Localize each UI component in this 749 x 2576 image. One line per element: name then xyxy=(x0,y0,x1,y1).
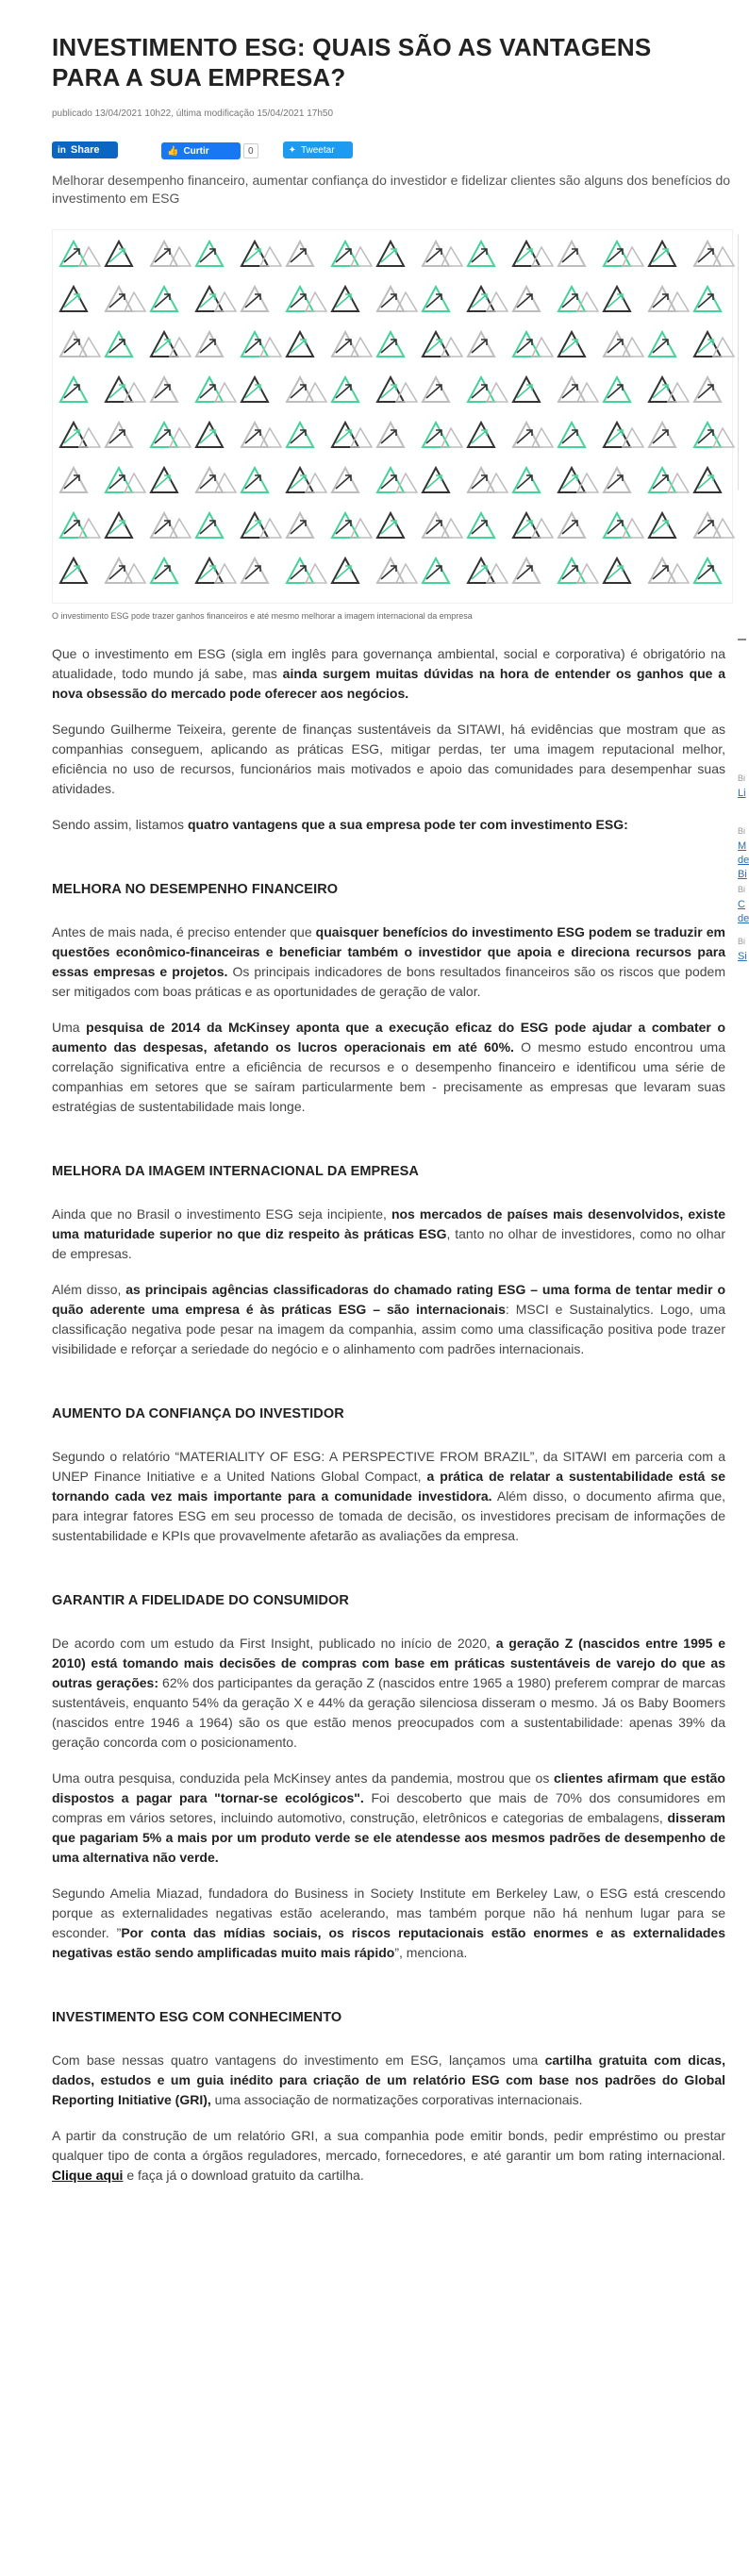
triangle-motif xyxy=(241,468,268,492)
linkedin-icon: in xyxy=(58,144,66,156)
twitter-tweet-label: Tweetar xyxy=(300,144,335,156)
triangle-motif xyxy=(513,377,540,402)
triangle-motif xyxy=(377,377,417,402)
paragraph: Que o investimento em ESG (sigla em inglês para governança ambiental, social e corporativa) é obrigatório na atualidade, todo mundo já sabe, mas ainda surgem muitas dúvidas na hora de entender os ganhos que a nova obsessão do mercado pode oferecer aos negócios. xyxy=(52,646,725,701)
triangle-motif xyxy=(423,513,462,538)
sidebar-item-link[interactable]: Li xyxy=(738,788,746,799)
thumbs-up-icon: 👍 xyxy=(167,145,179,157)
triangle-motif xyxy=(106,513,132,538)
triangle-motif xyxy=(241,287,268,311)
triangle-motif xyxy=(694,468,721,492)
triangle-motif xyxy=(332,513,372,538)
triangle-motif xyxy=(196,513,223,538)
sidebar-item-label: Bi xyxy=(738,885,746,894)
triangle-motif xyxy=(649,423,675,447)
triangle-motif xyxy=(60,332,100,357)
sidebar-item-label: Bi xyxy=(738,826,746,836)
triangle-motif xyxy=(558,287,598,311)
triangle-pattern-illustration xyxy=(53,230,732,603)
triangle-motif xyxy=(604,332,643,357)
triangle-motif xyxy=(106,332,132,357)
linkedin-share-label: Share xyxy=(70,144,100,156)
facebook-like-group xyxy=(161,141,258,160)
triangle-motif xyxy=(694,513,734,538)
triangle-motif xyxy=(377,513,404,538)
triangle-motif xyxy=(196,332,223,357)
triangle-motif xyxy=(513,332,553,357)
triangle-motif xyxy=(649,558,689,583)
triangle-motif xyxy=(241,423,281,447)
twitter-bird-icon: ✦ xyxy=(288,144,296,156)
triangle-motif xyxy=(196,377,236,402)
triangle-motif xyxy=(423,558,449,583)
triangle-motif xyxy=(513,287,540,311)
triangle-motif xyxy=(287,332,313,357)
triangle-motif xyxy=(332,558,358,583)
paragraph: Uma outra pesquisa, conduzida pela McKinsey antes da pandemia, mostrou que os clientes afirmam que estão dispostos a pagar para "tornar-se ecológicos". Foi descoberto que mais de 70% dos consumidores em compras em vários setores, incluindo automotivo, construção, eletrônicos e categorias de embalagens, disseram que pagariam 5% a mais por um produto verde se ele atendesse aos mesmos padrões de desempenho de uma alternativa não verde. xyxy=(52,1770,726,1865)
triangle-motif xyxy=(604,558,630,583)
triangle-motif xyxy=(694,241,734,266)
triangle-motif xyxy=(287,558,326,583)
sidebar-divider xyxy=(738,235,739,490)
triangle-motif xyxy=(468,558,508,583)
download-link[interactable]: Clique aqui xyxy=(52,2168,124,2183)
section-heading: AUMENTO DA CONFIANÇA DO INVESTIDOR xyxy=(52,1406,344,1421)
triangle-motif xyxy=(196,468,236,492)
triangle-motif xyxy=(468,468,508,492)
triangle-motif xyxy=(604,468,630,492)
image-caption: O investimento ESG pode trazer ganhos financeiros e até mesmo melhorar a imagem internacional da empresa xyxy=(52,611,473,621)
triangle-motif xyxy=(60,423,100,447)
triangle-motif xyxy=(287,423,313,447)
triangle-motif xyxy=(423,241,462,266)
triangle-motif xyxy=(558,332,585,357)
triangle-motif xyxy=(423,287,449,311)
triangle-motif xyxy=(106,241,132,266)
triangle-motif xyxy=(151,332,191,357)
sidebar-item-link[interactable]: C de xyxy=(738,899,749,924)
facebook-like-button[interactable] xyxy=(161,142,241,159)
triangle-motif xyxy=(60,287,87,311)
triangle-motif xyxy=(332,377,358,402)
triangle-motif xyxy=(241,513,281,538)
triangle-motif xyxy=(60,377,87,402)
triangle-motif xyxy=(377,423,404,447)
paragraph: Segundo Amelia Miazad, fundadora do Business in Society Institute em Berkeley Law, o ESG está crescendo porque as externalidades negativas estão acelerando, mas também porque não há nenhum lugar para se esconder. ”Por conta das mídias sociais, os riscos reputacionais estão enormes e as externalidades negativas estão sendo amplificadas muito mais rápido”, menciona. xyxy=(52,1886,725,1960)
triangle-motif xyxy=(604,423,643,447)
triangle-motif xyxy=(377,241,404,266)
triangle-motif xyxy=(558,423,585,447)
triangle-motif xyxy=(649,468,689,492)
triangle-motif xyxy=(241,241,281,266)
triangle-motif xyxy=(649,513,675,538)
facebook-like-count: 0 xyxy=(243,143,258,158)
paragraph: Segundo Guilherme Teixeira, gerente de finanças sustentáveis da SITAWI, há evidências que mostram que as companhias conseguem, aplicando as práticas ESG, mitigar perdas, ter uma imagem reputacional melhor, eficiência no uso de recursos, funcionários mais motivados e apoio das comunidades para desempenhar suas atividades. xyxy=(52,722,725,796)
section-heading: GARANTIR A FIDELIDADE DO CONSUMIDOR xyxy=(52,1593,349,1608)
triangle-motif xyxy=(694,377,721,402)
twitter-tweet-button[interactable] xyxy=(283,141,353,158)
triangle-motif xyxy=(558,241,585,266)
triangle-motif xyxy=(377,558,417,583)
triangle-motif xyxy=(60,513,100,538)
section-heading: MELHORA DA IMAGEM INTERNACIONAL DA EMPRESA xyxy=(52,1164,419,1179)
triangle-motif xyxy=(151,468,177,492)
triangle-motif xyxy=(196,287,236,311)
article-banner-image xyxy=(52,229,733,604)
sidebar-item-label: Bi xyxy=(738,773,746,783)
triangle-motif xyxy=(151,287,177,311)
paragraph: Ainda que no Brasil o investimento ESG seja incipiente, nos mercados de países mais desenvolvidos, existe uma maturidade superior no que diz respeito às práticas ESG, tanto no olhar de investidores, como no olhar de empresas. xyxy=(52,1206,726,1261)
triangle-motif xyxy=(196,558,236,583)
triangle-motif xyxy=(241,332,281,357)
triangle-motif xyxy=(377,332,404,357)
triangle-motif xyxy=(151,513,191,538)
triangle-motif xyxy=(151,241,191,266)
triangle-motif xyxy=(60,558,87,583)
triangle-motif xyxy=(332,332,372,357)
triangle-motif xyxy=(106,558,145,583)
triangle-motif xyxy=(287,513,313,538)
triangle-motif xyxy=(377,468,417,492)
triangle-motif xyxy=(151,558,177,583)
triangle-motif xyxy=(694,287,721,311)
triangle-motif xyxy=(287,377,326,402)
triangle-motif xyxy=(241,377,268,402)
triangle-motif xyxy=(106,377,145,402)
sidebar-rule xyxy=(738,639,746,640)
sidebar-item-label: Bi xyxy=(738,937,746,946)
sidebar-item-link[interactable]: M de Bi xyxy=(738,840,749,880)
article-lead: Melhorar desempenho financeiro, aumentar confiança do investidor e fidelizar clientes são alguns dos benefícios do investimento em ESG xyxy=(52,173,731,206)
triangle-motif xyxy=(287,287,326,311)
section-heading: INVESTIMENTO ESG COM CONHECIMENTO xyxy=(52,2010,342,2025)
triangle-motif xyxy=(513,558,540,583)
triangle-motif xyxy=(468,241,494,266)
triangle-motif xyxy=(649,377,689,402)
triangle-motif xyxy=(694,332,734,357)
triangle-motif xyxy=(604,377,630,402)
triangle-motif xyxy=(377,287,417,311)
paragraph: De acordo com um estudo da First Insight, publicado no início de 2020, a geração Z (nascidos entre 1995 e 2010) está tomando mais decisões de compras com base em práticas sustentáveis de varejo do que as outras gerações: 62% dos participantes da geração Z (nascidos entre 1965 a 1980) preferem comprar de marcas sustentáveis, enquanto 54% da geração X e 44% da geração silenciosa disseram o mesmo. Já os Baby Boomers (nascidos entre 1946 a 1964) são os que estão menos preocupados com a sustentabilidade: apenas 39% da geração concorda com o posicionamento. xyxy=(52,1636,726,1750)
triangle-motif xyxy=(106,287,145,311)
paragraph: Segundo o relatório “MATERIALITY OF ESG: A PERSPECTIVE FROM BRAZIL”, da SITAWI em parceria com a UNEP Finance Initiative e a United Nations Global Compact, a prática de relatar a sustentabilidade está se tornando cada vez mais importante para a comunidade investidora. Além disso, o documento afirma que, para integrar fatores ESG em seu processo de tomada de decisão, os investidores precisam de informações de sustentabilidade e KPIs que provavelmente afetarão as avaliações da empresa. xyxy=(52,1449,725,1543)
triangle-motif xyxy=(468,513,494,538)
triangle-motif xyxy=(513,468,540,492)
triangle-motif xyxy=(649,287,689,311)
page-title: INVESTIMENTO ESG: QUAIS SÃO AS VANTAGENS PARA A SUA EMPRESA? xyxy=(52,33,652,91)
triangle-motif xyxy=(604,513,643,538)
triangle-motif xyxy=(151,423,191,447)
triangle-motif xyxy=(513,513,553,538)
triangle-motif xyxy=(106,423,132,447)
triangle-motif xyxy=(332,287,358,311)
triangle-motif xyxy=(332,468,358,492)
triangle-motif xyxy=(558,513,585,538)
triangle-motif xyxy=(60,241,100,266)
paragraph: Uma pesquisa de 2014 da McKinsey aponta que a execução eficaz do ESG pode ajudar a combater o aumento das despesas, afetando os lucros operacionais em até 60%. O mesmo estudo encontrou uma correlação significativa entre a eficiência de recursos e o desempenho financeiro e identificou uma série de companhias em setores que se saíram particularmente bem - precisamente as empresas que levaram suas estratégias de sustentabilidade mais longe. xyxy=(52,1020,725,1114)
triangle-motif xyxy=(423,423,462,447)
triangle-motif xyxy=(558,377,598,402)
sidebar-item-link[interactable]: Si xyxy=(738,951,747,962)
triangle-motif xyxy=(468,332,494,357)
triangle-motif xyxy=(513,241,553,266)
triangle-motif xyxy=(287,468,326,492)
triangle-motif xyxy=(332,241,372,266)
section-heading: MELHORA NO DESEMPENHO FINANCEIRO xyxy=(52,882,339,897)
triangle-motif xyxy=(151,377,177,402)
triangle-motif xyxy=(604,287,630,311)
triangle-motif xyxy=(649,332,675,357)
triangle-motif xyxy=(513,423,553,447)
linkedin-share-button[interactable] xyxy=(52,141,118,158)
triangle-motif xyxy=(60,468,87,492)
triangle-motif xyxy=(694,558,721,583)
triangle-motif xyxy=(423,468,449,492)
triangle-motif xyxy=(196,423,223,447)
facebook-like-label: Curtir xyxy=(183,145,209,157)
triangle-motif xyxy=(558,558,598,583)
triangle-motif xyxy=(332,423,372,447)
share-bar xyxy=(52,141,353,160)
triangle-motif xyxy=(604,241,643,266)
triangle-motif xyxy=(241,558,268,583)
triangle-motif xyxy=(694,423,734,447)
triangle-motif xyxy=(106,468,145,492)
triangle-motif xyxy=(468,287,508,311)
paragraph: Além disso, as principais agências classificadoras do chamado rating ESG – uma forma de tentar medir o quão aderente uma empresa é às práticas ESG – são internacionais: MSCI e Sustainalytics. Logo, uma classificação negativa pode pesar na imagem da companhia, assim como uma classificação positiva pode trazer visibilidade e reforçar a seriedade do negócio e o alinhamento com padrões internacionais. xyxy=(52,1282,726,1356)
publish-meta: publicado 13/04/2021 10h22, última modificação 15/04/2021 17h50 xyxy=(52,108,334,119)
article-body xyxy=(52,644,725,2202)
triangle-motif xyxy=(196,241,223,266)
paragraph: Sendo assim, listamos quatro vantagens que a sua empresa pode ter com investimento ESG: xyxy=(52,817,628,832)
triangle-motif xyxy=(558,468,598,492)
triangle-motif xyxy=(287,241,313,266)
triangle-motif xyxy=(468,377,508,402)
triangle-motif xyxy=(649,241,675,266)
paragraph: A partir da construção de um relatório GRI, a sua companhia pode emitir bonds, pedir empréstimo ou prestar qualquer tipo de conta a órgãos reguladores, mercado, fornecedores, e até garantir um bom rating internacional. Clique aqui e faça já o download gratuito da cartilha. xyxy=(52,2128,725,2183)
paragraph: Com base nessas quatro vantagens do investimento em ESG, lançamos uma cartilha gratuita com dicas, dados, estudos e um guia inédito para criação de um relatório ESG com base nos padrões do Global Reporting Initiative (GRI), uma associação de normatizações corporativas internacionais. xyxy=(52,2052,725,2107)
triangle-motif xyxy=(468,423,494,447)
triangle-motif xyxy=(423,377,449,402)
triangle-motif xyxy=(423,332,462,357)
paragraph: Antes de mais nada, é preciso entender que quaisquer benefícios do investimento ESG podem se traduzir em questões econômico-financeiras e beneficiar também o investidor que apoia e direciona recursos para essas empresas e projetos. Os principais indicadores de bons resultados financeiros são os riscos que podem ser mitigados com boas práticas e as oportunidades de geração de valor. xyxy=(52,924,725,999)
